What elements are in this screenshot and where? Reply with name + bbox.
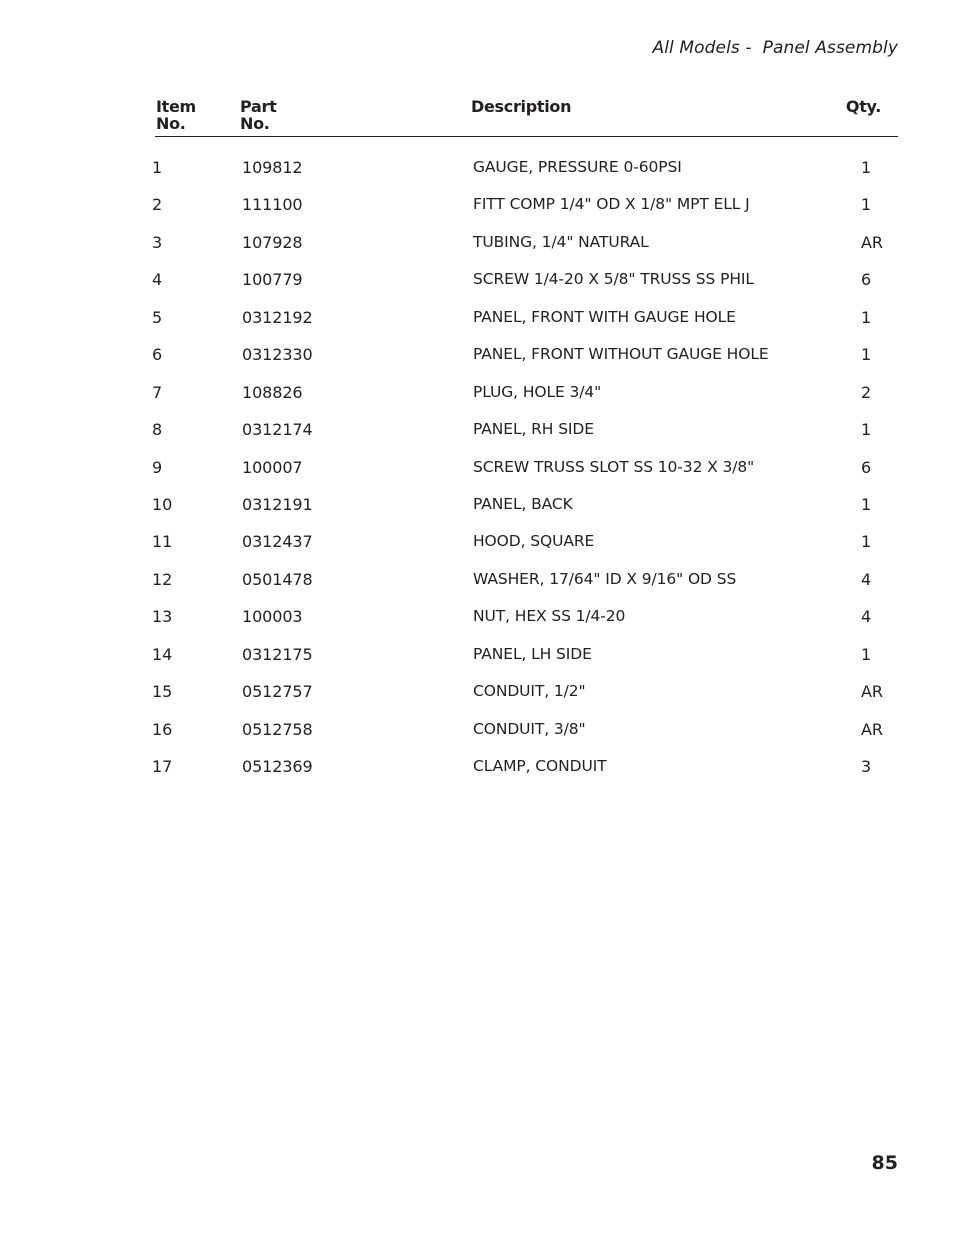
page-number: 85 bbox=[871, 1152, 898, 1174]
part-description: PANEL, FRONT WITH GAUGE HOLE bbox=[473, 307, 736, 326]
item-number: 16 bbox=[152, 719, 173, 739]
column-header-part-line1: Part bbox=[240, 97, 277, 116]
part-description: CONDUIT, 1/2" bbox=[473, 682, 586, 701]
item-number: 15 bbox=[152, 682, 173, 702]
column-header-item-no bbox=[156, 98, 196, 132]
quantity: 4 bbox=[861, 569, 872, 589]
table-row bbox=[0, 598, 954, 635]
quantity: AR bbox=[861, 232, 883, 252]
quantity: AR bbox=[861, 719, 883, 739]
item-number: 17 bbox=[152, 757, 173, 776]
item-number: 14 bbox=[152, 644, 173, 664]
quantity: 2 bbox=[861, 382, 872, 402]
item-number: 6 bbox=[152, 345, 163, 365]
table-row bbox=[0, 486, 954, 523]
item-number: 8 bbox=[152, 420, 163, 440]
part-number: 0312330 bbox=[242, 345, 313, 365]
quantity: 1 bbox=[861, 494, 872, 514]
quantity: 1 bbox=[861, 345, 872, 365]
part-description: FITT COMP 1/4" OD X 1/8" MPT ELL J bbox=[473, 195, 750, 214]
table-row bbox=[0, 449, 954, 486]
part-description: WASHER, 17/64" ID X 9/16" OD SS bbox=[473, 569, 737, 588]
part-number: 107928 bbox=[242, 232, 303, 252]
table-row bbox=[0, 673, 954, 710]
part-description: SCREW TRUSS SLOT SS 10-32 X 3/8" bbox=[473, 457, 755, 476]
quantity: 3 bbox=[861, 757, 872, 776]
table-row bbox=[0, 149, 954, 186]
quantity: 1 bbox=[861, 195, 872, 215]
table-row bbox=[0, 523, 954, 560]
item-number: 10 bbox=[152, 494, 173, 514]
column-header-part-line2: No. bbox=[240, 114, 270, 133]
quantity: 1 bbox=[861, 644, 872, 664]
table-row bbox=[0, 711, 954, 748]
part-number: 0312175 bbox=[242, 644, 313, 664]
column-header-item-line1: Item bbox=[156, 97, 196, 116]
part-description: PANEL, RH SIDE bbox=[473, 420, 594, 439]
table-row bbox=[0, 299, 954, 336]
quantity: 6 bbox=[861, 270, 872, 290]
parts-table-body bbox=[0, 149, 954, 785]
part-description: HOOD, SQUARE bbox=[473, 532, 595, 551]
table-row bbox=[0, 636, 954, 673]
part-number: 0312174 bbox=[242, 420, 313, 440]
table-row bbox=[0, 224, 954, 261]
item-number: 7 bbox=[152, 382, 163, 402]
column-header-part-no bbox=[240, 98, 276, 132]
quantity: 1 bbox=[861, 420, 872, 440]
item-number: 5 bbox=[152, 307, 163, 327]
table-row bbox=[0, 748, 954, 785]
part-description: GAUGE, PRESSURE 0-60PSI bbox=[473, 158, 682, 176]
part-number: 0512757 bbox=[242, 682, 313, 702]
part-number: 0312191 bbox=[242, 494, 313, 514]
part-number: 0512369 bbox=[242, 757, 313, 776]
quantity: 6 bbox=[861, 457, 872, 477]
running-head: All Models - Panel Assembly bbox=[652, 38, 898, 58]
part-number: 100003 bbox=[242, 607, 303, 627]
quantity: 1 bbox=[861, 532, 872, 552]
parts-table-header bbox=[155, 98, 898, 137]
quantity: 1 bbox=[861, 158, 872, 177]
item-number: 2 bbox=[152, 195, 163, 215]
part-description: SCREW 1/4-20 X 5/8" TRUSS SS PHIL bbox=[473, 270, 754, 289]
item-number: 13 bbox=[152, 607, 173, 627]
part-number: 0312437 bbox=[242, 532, 313, 552]
part-description: PANEL, FRONT WITHOUT GAUGE HOLE bbox=[473, 345, 769, 364]
quantity: 1 bbox=[861, 307, 872, 327]
table-row bbox=[0, 411, 954, 448]
column-header-description: Description bbox=[471, 97, 572, 116]
table-row bbox=[0, 561, 954, 598]
table-row bbox=[0, 261, 954, 298]
column-header-qty: Qty. bbox=[845, 97, 881, 116]
item-number: 1 bbox=[152, 158, 163, 177]
table-row bbox=[0, 186, 954, 223]
part-number: 100779 bbox=[242, 270, 303, 290]
quantity: AR bbox=[861, 682, 883, 702]
part-description: CONDUIT, 3/8" bbox=[473, 719, 586, 738]
part-description: PANEL, BACK bbox=[473, 494, 573, 513]
part-description: TUBING, 1/4" NATURAL bbox=[473, 232, 649, 251]
part-number: 108826 bbox=[242, 382, 303, 402]
item-number: 9 bbox=[152, 457, 163, 477]
part-number: 109812 bbox=[242, 158, 303, 177]
item-number: 4 bbox=[152, 270, 163, 290]
part-description: NUT, HEX SS 1/4-20 bbox=[473, 607, 626, 626]
part-description: PANEL, LH SIDE bbox=[473, 644, 592, 663]
part-number: 0312192 bbox=[242, 307, 313, 327]
part-number: 0512758 bbox=[242, 719, 313, 739]
item-number: 3 bbox=[152, 232, 163, 252]
part-number: 0501478 bbox=[242, 569, 313, 589]
table-row bbox=[0, 374, 954, 411]
part-description: CLAMP, CONDUIT bbox=[473, 757, 607, 775]
item-number: 12 bbox=[152, 569, 173, 589]
part-number: 100007 bbox=[242, 457, 303, 477]
column-header-item-line2: No. bbox=[156, 114, 186, 133]
item-number: 11 bbox=[152, 532, 173, 552]
table-row bbox=[0, 336, 954, 373]
quantity: 4 bbox=[861, 607, 872, 627]
part-description: PLUG, HOLE 3/4" bbox=[473, 382, 602, 401]
part-number: 111100 bbox=[242, 195, 303, 215]
